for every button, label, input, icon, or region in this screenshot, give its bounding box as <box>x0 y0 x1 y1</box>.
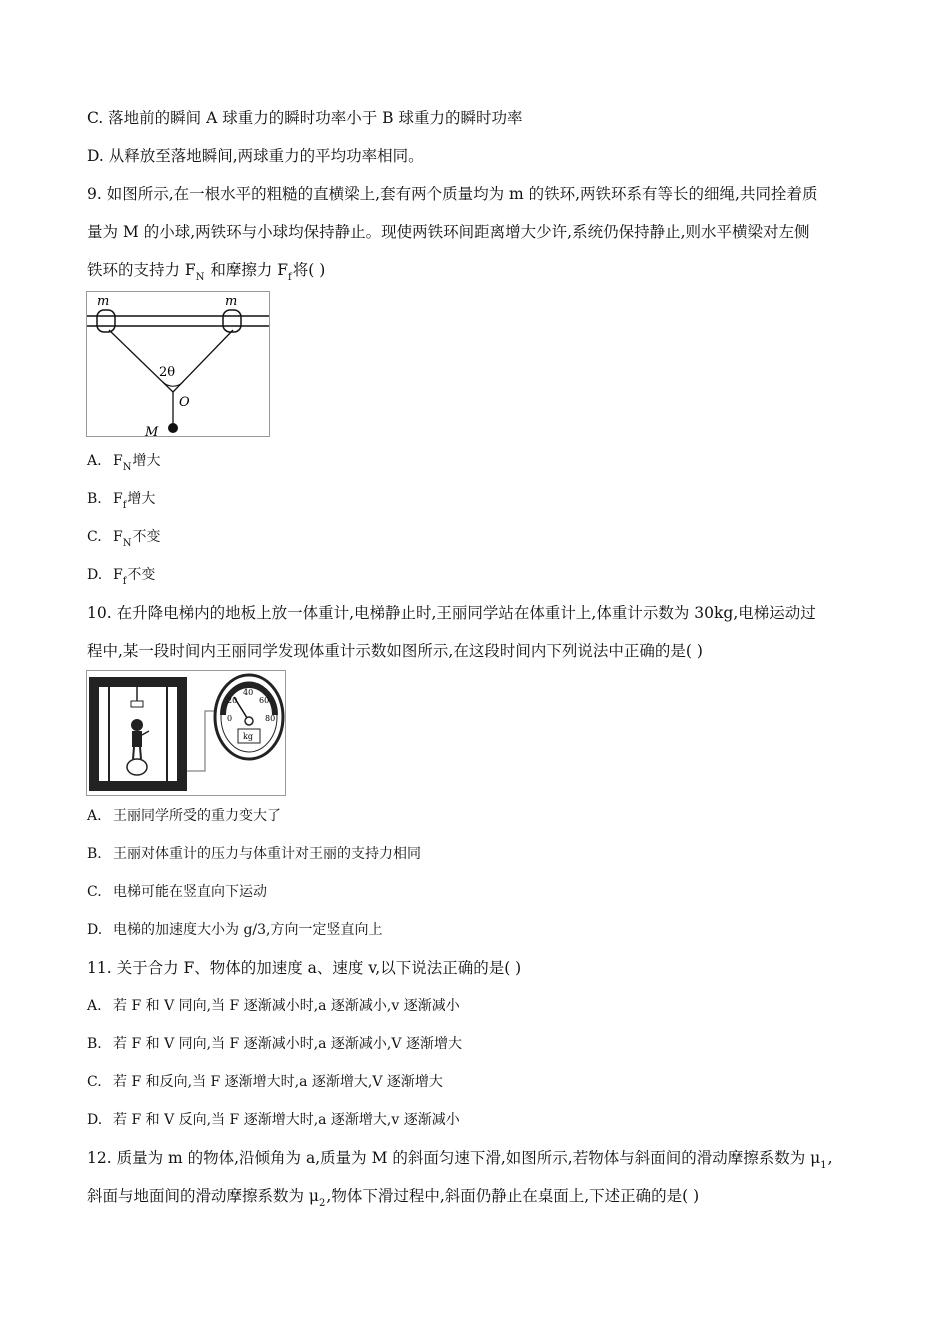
q12-stem-line2: 斜面与地面间的滑动摩擦系数为 $\mu_2$,物体下滑过程中,斜面仍静止在桌面上,下述正确的是( ) <box>87 1187 700 1209</box>
q9-figure-rings-and-ball <box>86 291 270 437</box>
q11-stem: 11. 关于合力 F、物体的加速度 a、速度 v,以下说法正确的是( ) <box>87 959 522 977</box>
floor-scale-icon <box>127 759 147 775</box>
label-m-left: m <box>97 294 110 309</box>
q9-stem-line2: 量为 M 的小球,两铁环与小球均保持静止。现使两铁环间距离增大少许,系统仍保持静止,则水平横梁对左侧 <box>87 223 810 241</box>
q11-option-d: D. 若 F 和 V 反向,当 F 逐渐增大时,a 逐渐增大,v 逐渐减小 <box>87 1112 460 1128</box>
right-ring-icon <box>223 310 241 332</box>
svg-text:60: 60 <box>259 696 270 705</box>
q9-stem-line3: 铁环的支持力 $F_N$ 和摩擦力 $F_f$将( ) <box>87 261 326 283</box>
q11-option-a: A. 若 F 和 V 同向,当 F 逐渐减小时,a 逐渐减小,v 逐渐减小 <box>87 998 460 1014</box>
q10-option-c: C. 电梯可能在竖直向下运动 <box>87 884 267 900</box>
q10-stem-line1: 10. 在升降电梯内的地板上放一体重计,电梯静止时,王丽同学站在体重计上,体重计示数为 30kg,电梯运动过 <box>87 604 816 622</box>
svg-text:40: 40 <box>243 688 254 697</box>
q10-figure-elevator-and-scale <box>86 670 286 796</box>
label-m-right: m <box>225 294 238 309</box>
q9-figure-svg <box>87 292 269 436</box>
ball-icon <box>168 423 178 433</box>
left-ring-icon <box>97 310 115 332</box>
q10-option-b: B. 王丽对体重计的压力与体重计对王丽的支持力相同 <box>87 846 421 862</box>
q10-stem-line2: 程中,某一段时间内王丽同学发现体重计示数如图所示,在这段时间内下列说法中正确的是( ) <box>87 642 703 660</box>
q10-option-d: D. 电梯的加速度大小为 g/3,方向一定竖直向上 <box>87 922 383 938</box>
q9-option-c: C. $F_N$不变 <box>87 529 161 549</box>
svg-text:80: 80 <box>265 714 276 723</box>
svg-text:20: 20 <box>227 696 238 705</box>
q9-option-b: B. $F_f$增大 <box>87 491 156 511</box>
q11-option-b: B. 若 F 和 V 同向,当 F 逐渐减小时,a 逐渐减小,V 逐渐增大 <box>87 1036 462 1052</box>
q8-option-c: C. 落地前的瞬间 A 球重力的瞬时功率小于 B 球重力的瞬时功率 <box>87 109 523 127</box>
q9-option-a: A. $F_N$增大 <box>87 453 161 473</box>
label-point-o: O <box>179 395 190 410</box>
q9-option-d: D. $F_f$不变 <box>87 567 156 587</box>
label-angle: 2θ <box>159 365 176 380</box>
q10-option-a: A. 王丽同学所受的重力变大了 <box>87 808 281 824</box>
person-icon <box>131 719 143 731</box>
q8-option-d: D. 从释放至落地瞬间,两球重力的平均功率相同。 <box>87 147 424 165</box>
q12-stem-line1: 12. 质量为 m 的物体,沿倾角为 a,质量为 M 的斜面匀速下滑,如图所示,若物体与斜面间的滑动摩擦系数为 $\mu_1$, <box>87 1149 833 1171</box>
q10-figure-svg <box>87 671 285 795</box>
svg-text:kg: kg <box>243 732 253 741</box>
label-ball-m: M <box>145 425 159 436</box>
q9-stem-line1: 9. 如图所示,在一根水平的粗糙的直横梁上,套有两个质量均为 m 的铁环,两铁环系有等长的细绳,共同拴着质 <box>87 185 818 203</box>
q11-option-c: C. 若 F 和反向,当 F 逐渐增大时,a 逐渐增大,V 逐渐增大 <box>87 1074 443 1090</box>
svg-text:0: 0 <box>227 714 233 723</box>
